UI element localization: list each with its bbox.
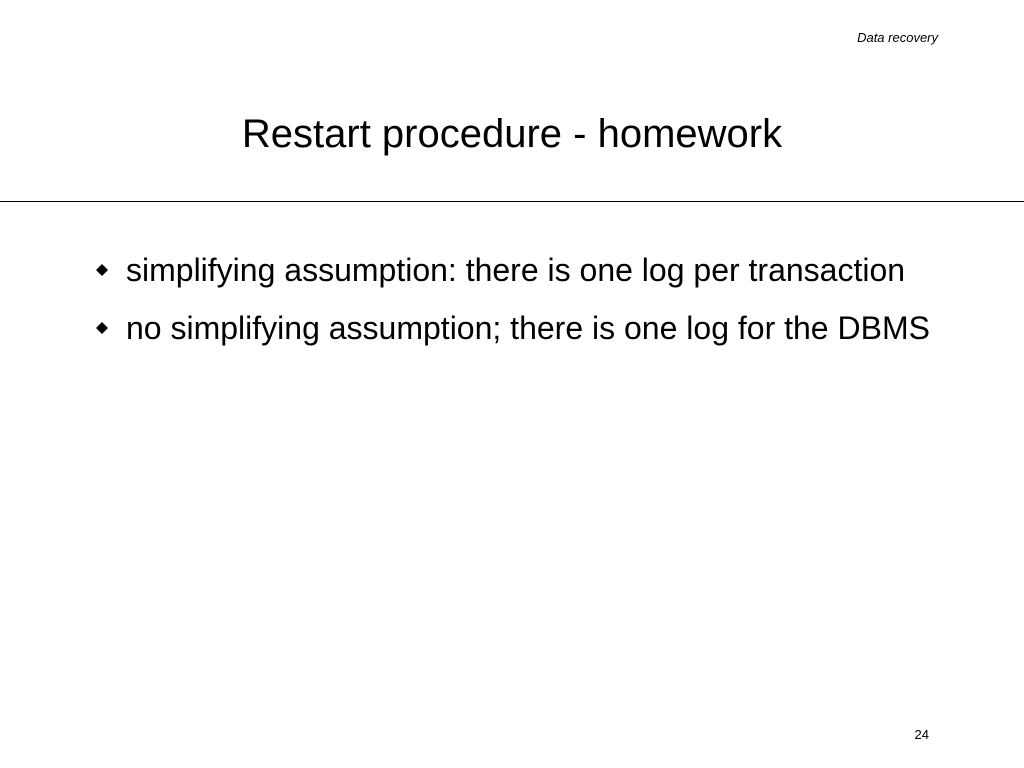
slide-title: Restart procedure - homework [241, 112, 783, 156]
title-divider [0, 201, 1024, 202]
bullet-item [88, 246, 938, 294]
bullet-text: no simplifying assumption; there is one log for the DBMS [126, 310, 930, 346]
diamond-bullet-icon [93, 261, 111, 279]
page-number: 24 [914, 727, 929, 742]
section-label: Data recovery [857, 30, 938, 45]
bullet-text: simplifying assumption: there is one log per transaction [126, 252, 906, 288]
diamond-bullet-icon [93, 319, 111, 337]
bullet-item [88, 304, 938, 352]
bullet-list [88, 246, 938, 362]
